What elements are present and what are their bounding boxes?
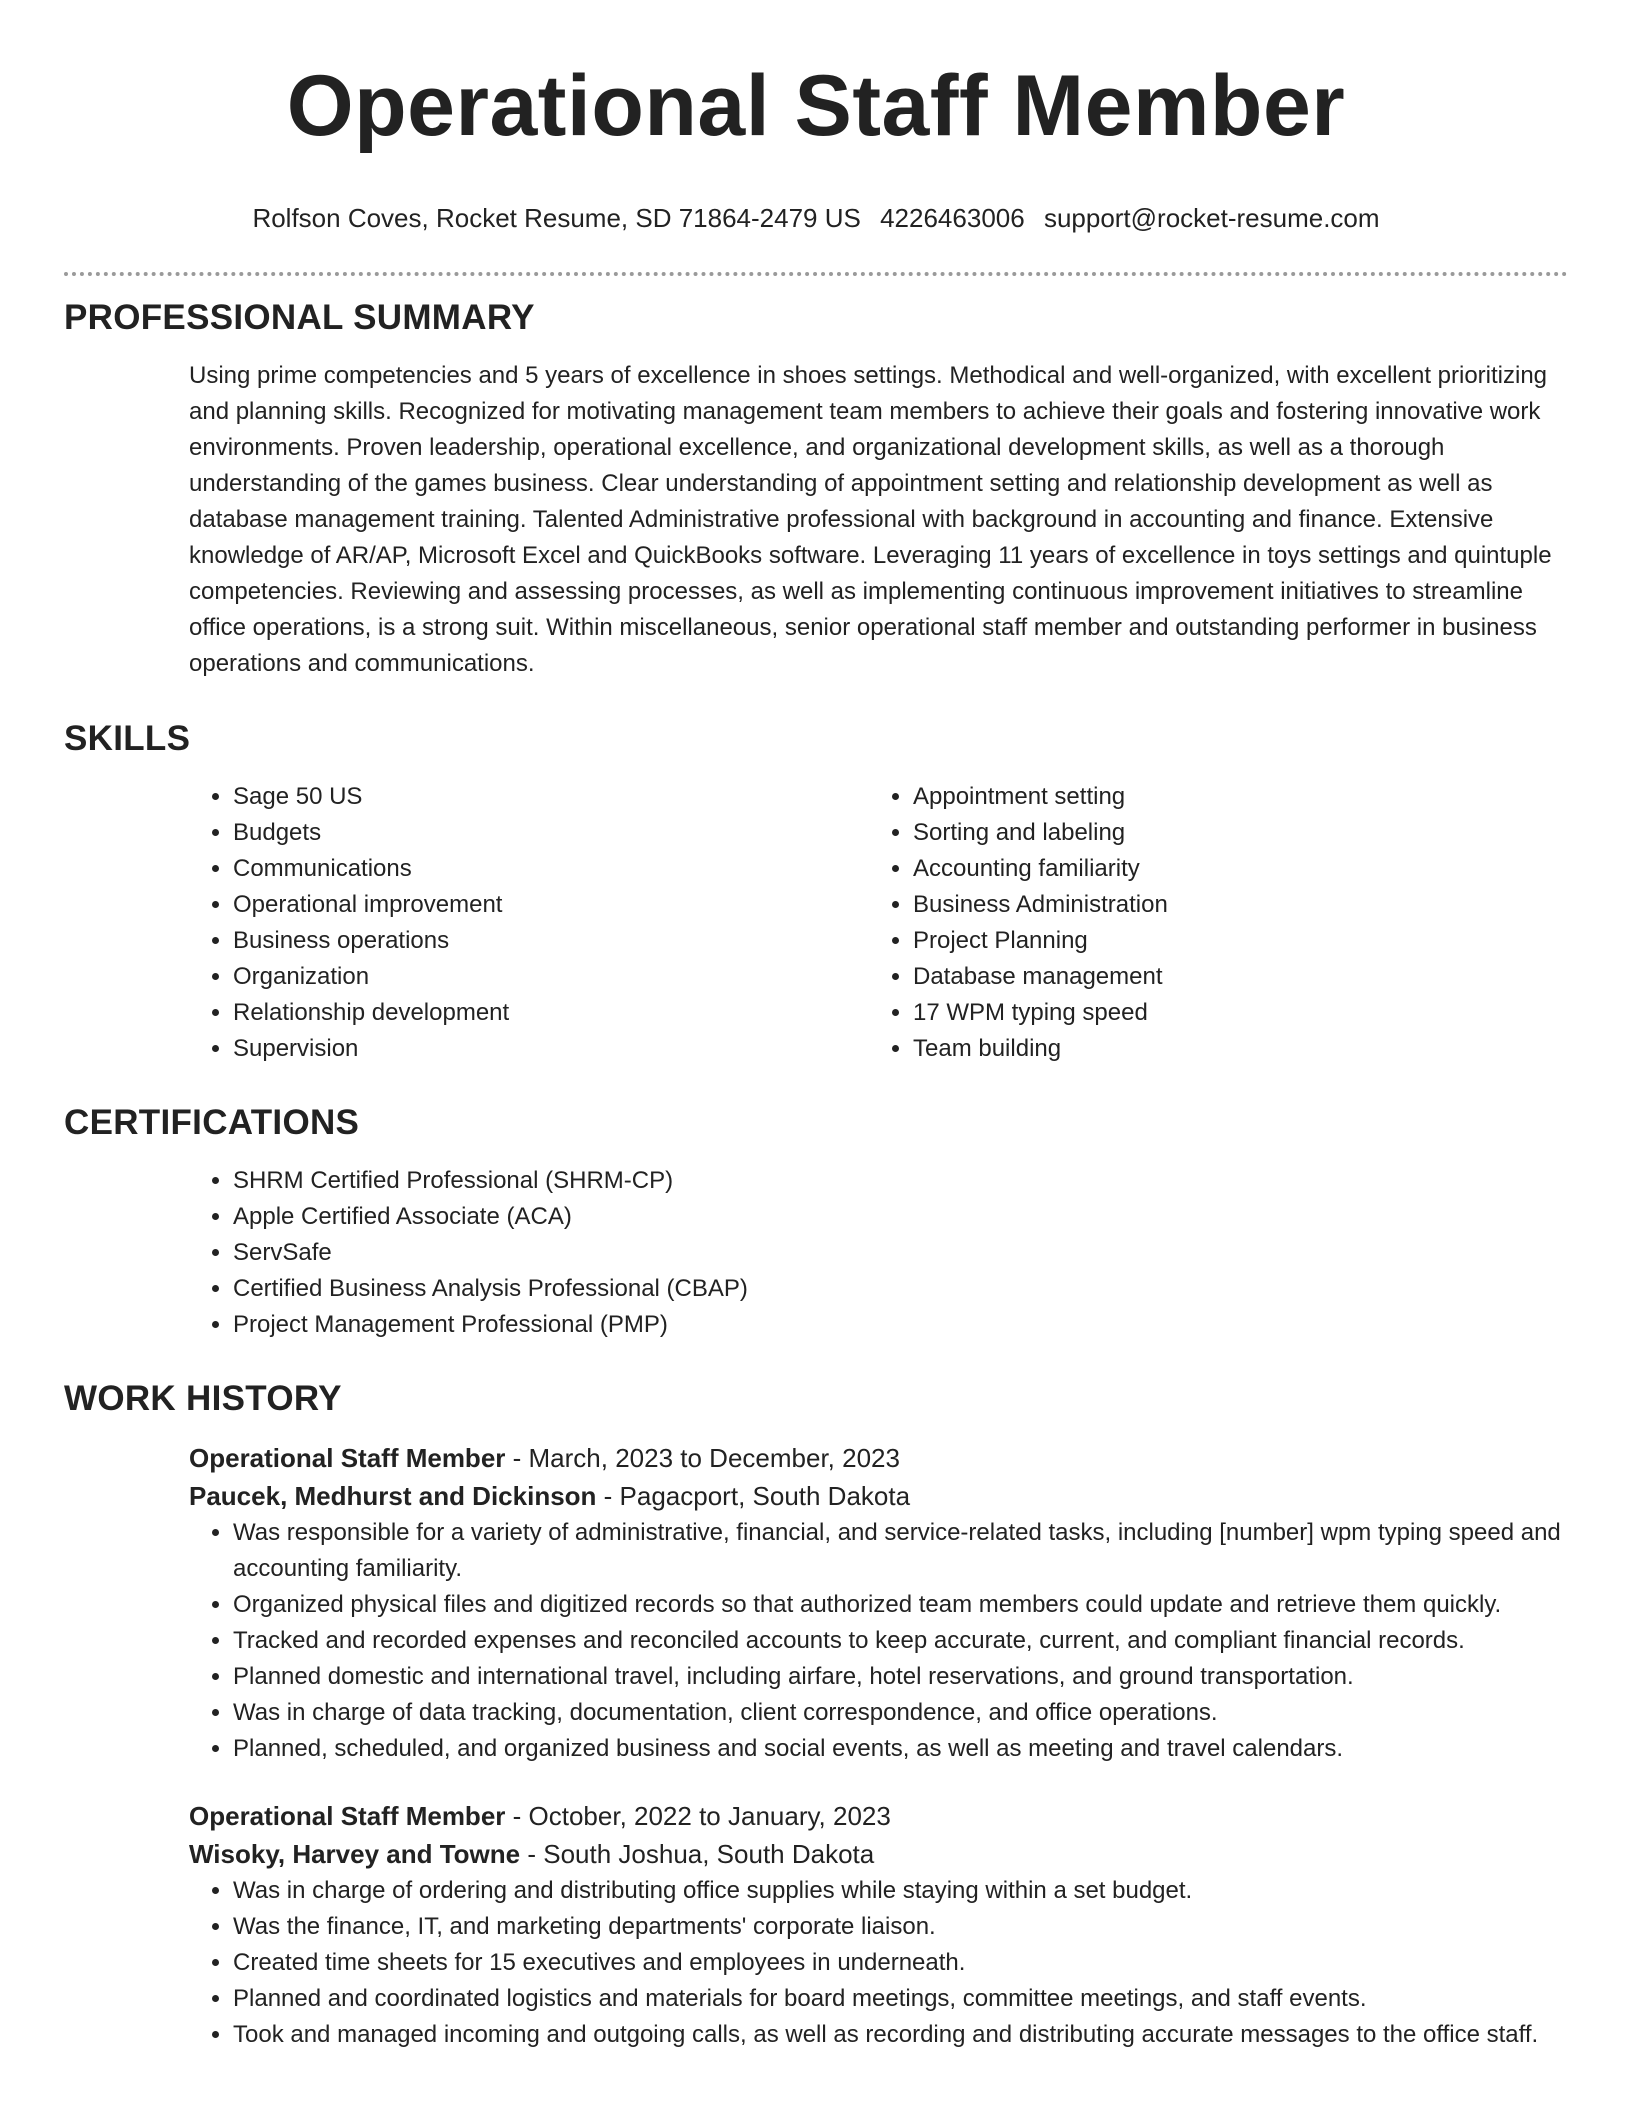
- contact-phone: 4226463006: [880, 203, 1025, 233]
- skills-column-right: [869, 779, 1549, 1067]
- job-bullet: • Tracked and recorded expenses and reconciled accounts to keep accurate, current, and compliant financial records.: [233, 1623, 1568, 1659]
- job-company-line: [189, 1477, 1568, 1515]
- job-bullet: • Was in charge of data tracking, documentation, client correspondence, and office operations.: [233, 1695, 1568, 1731]
- contact-address: Rolfson Coves, Rocket Resume, SD 71864-2479 US: [252, 203, 861, 233]
- skill-item: • Relationship development: [233, 995, 869, 1031]
- work-history-section: [64, 1377, 1568, 2053]
- skill-item: • 17 WPM typing speed: [913, 995, 1549, 1031]
- skill-item: • Project Planning: [913, 923, 1549, 959]
- job-bullet: • Planned and coordinated logistics and materials for board meetings, committee meetings, and staff events.: [233, 1981, 1568, 2017]
- skills-heading: SKILLS: [64, 719, 191, 758]
- job-bullet: • Was in charge of ordering and distributing office supplies while staying within a set budget.: [233, 1873, 1568, 1909]
- skill-item: • Operational improvement: [233, 887, 869, 923]
- certifications-section: [64, 1101, 1568, 1343]
- skill-item: • Sorting and labeling: [913, 815, 1549, 851]
- contact-email: support@rocket-resume.com: [1043, 203, 1380, 233]
- skill-item: • Budgets: [233, 815, 869, 851]
- job-company: Wisoky, Harvey and Towne: [189, 1839, 521, 1869]
- work-history-heading: WORK HISTORY: [64, 1379, 342, 1418]
- job-title-line: [189, 1439, 1568, 1477]
- certifications-list: [189, 1163, 1568, 1343]
- job-bullet: • Organized physical files and digitized records so that authorized team members could update and retrieve them quickly.: [233, 1587, 1568, 1623]
- job-company: Paucek, Medhurst and Dickinson: [189, 1481, 597, 1511]
- job-bullets: [189, 1515, 1568, 1767]
- job-bullets: [189, 1873, 1568, 2053]
- job-dates: - March, 2023 to December, 2023: [505, 1443, 900, 1473]
- job-title-line: [189, 1797, 1568, 1835]
- certification-item: • Apple Certified Associate (ACA): [233, 1199, 1568, 1235]
- certification-item: • Project Management Professional (PMP): [233, 1307, 1568, 1343]
- certification-item: • SHRM Certified Professional (SHRM-CP): [233, 1163, 1568, 1199]
- certifications-heading: CERTIFICATIONS: [64, 1103, 360, 1142]
- summary-heading: PROFESSIONAL SUMMARY: [64, 298, 535, 337]
- summary-text: Using prime competencies and 5 years of excellence in shoes settings. Methodical and well-organized, with excellent prioritizing and planning skills. Recognized for motivating management team members to achieve their goals and fostering innovative work environments. Proven leadership, operational excellence, and organizational development skills, as well as a thorough understanding of the games business. Clear understanding of appointment setting and relationship development as well as database management training. Talented Administrative professional with background in accounting and finance. Extensive knowledge of AR/AP, Microsoft Excel and QuickBooks software. Leveraging 11 years of excellence in toys settings and quintuple competencies. Reviewing and assessing processes, as well as implementing continuous improvement initiatives to streamline office operations, is a strong suit. Within miscellaneous, senior operational staff member and outstanding performer in business operations and communications.: [189, 362, 1552, 677]
- job-bullet: • Planned domestic and international travel, including airfare, hotel reservations, and ground transportation.: [233, 1659, 1568, 1695]
- job-location: - South Joshua, South Dakota: [520, 1839, 875, 1869]
- job-title: Operational Staff Member: [189, 1801, 506, 1831]
- skills-list-right: [869, 779, 1549, 1067]
- skills-grid: [189, 779, 1568, 1067]
- skill-item: • Business operations: [233, 923, 869, 959]
- job-entry: [189, 1797, 1568, 2053]
- certification-item: • Certified Business Analysis Professional (CBAP): [233, 1271, 1568, 1307]
- contact-line: [64, 200, 1568, 236]
- certifications-body: [189, 1163, 1568, 1343]
- job-bullet: • Was responsible for a variety of administrative, financial, and service-related tasks, including [number] wpm typing speed and accounting familiarity.: [233, 1515, 1568, 1587]
- skill-item: • Communications: [233, 851, 869, 887]
- skill-item: • Supervision: [233, 1031, 869, 1067]
- skill-item: • Sage 50 US: [233, 779, 869, 815]
- job-company-line: [189, 1835, 1568, 1873]
- skill-item: • Appointment setting: [913, 779, 1549, 815]
- skill-item: • Team building: [913, 1031, 1549, 1067]
- skill-item: • Organization: [233, 959, 869, 995]
- summary-section: [64, 296, 1568, 682]
- job-location: - Pagacport, South Dakota: [596, 1481, 911, 1511]
- job-dates: - October, 2022 to January, 2023: [505, 1801, 891, 1831]
- certification-item: • ServSafe: [233, 1235, 1568, 1271]
- header-divider: [64, 272, 1568, 276]
- job-bullet: • Took and managed incoming and outgoing calls, as well as recording and distributing accurate messages to the office staff.: [233, 2017, 1568, 2053]
- job-title: Operational Staff Member: [189, 1443, 506, 1473]
- job-bullet: • Was the finance, IT, and marketing departments' corporate liaison.: [233, 1909, 1568, 1945]
- skills-section: [64, 717, 1568, 1067]
- job-bullet: • Created time sheets for 15 executives and employees in underneath.: [233, 1945, 1568, 1981]
- job-bullet: • Planned, scheduled, and organized business and social events, as well as meeting and travel calendars.: [233, 1731, 1568, 1767]
- job-entry: [189, 1439, 1568, 1767]
- candidate-name: Operational Staff Member: [286, 58, 1346, 154]
- skill-item: • Database management: [913, 959, 1549, 995]
- skill-item: • Business Administration: [913, 887, 1549, 923]
- skills-column-left: [189, 779, 869, 1067]
- skills-list-left: [189, 779, 869, 1067]
- skill-item: • Accounting familiarity: [913, 851, 1549, 887]
